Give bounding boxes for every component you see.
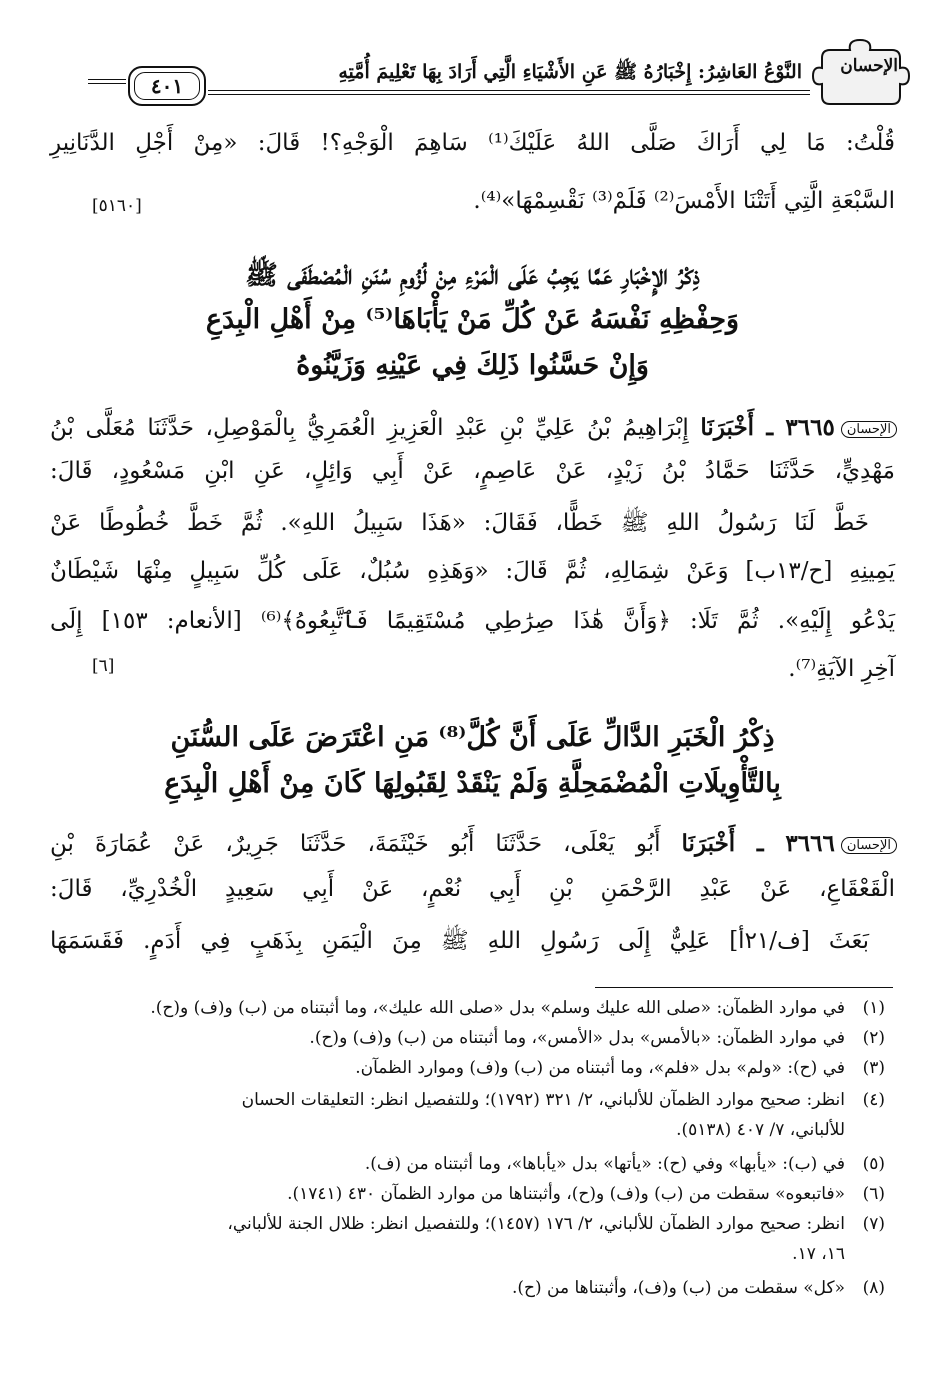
- hadith-text: إِبْرَاهِيمُ بْنُ عَلِيِّ بْنِ عَبْدِ الْعَزِيزِ الْعُمَرِيُّ بِالْمَوْصِلِ، حَدَّثَنَا مُعَلَّى بْنُ: [50, 415, 689, 441]
- page-number: ٤٠١: [134, 72, 200, 100]
- footnote-number: (٤): [862, 1090, 885, 1110]
- footnote-text: «كل» سقطت من (ب) و(ف)، وأثبتناها من (ح).: [511, 1278, 845, 1298]
- footnote: [54, 1090, 885, 1110]
- hadith-number: ٣٦٦٦ ـ أَخْبَرَنَا: [681, 830, 835, 857]
- hadith-line: [50, 830, 897, 857]
- header-section-label: الإحسان: [840, 56, 898, 76]
- footnote: [54, 1154, 885, 1174]
- hadith-line: يَدْعُو إِلَيْهِ». ثُمَّ تَلَا: ﴿وَأَنَّ هَٰذَا صِرَٰطِي مُسْتَقِيمًا فَٱتَّبِعُوهُ﴾⁽⁶⁾ [الأنعام: ١٥٣] إِلَى: [50, 608, 895, 634]
- footnote: [54, 1184, 885, 1204]
- chapter-title: ذِكْرُ الْخَبَرِ الدَّالِّ عَلَى أَنَّ كُلَّ⁽⁸⁾ مَنِ اعْتَرَضَ عَلَى السُّنَنِ: [170, 722, 775, 753]
- footnote-number: (٦): [862, 1184, 885, 1204]
- hadith-line: خَطَّ لَنَا رَسُولُ اللهِ ﷺ خَطًّا، فَقَالَ: «هَذَا سَبِيلُ اللهِ». ثُمَّ خَطَّ خُطُوطًا عَنْ: [50, 510, 869, 536]
- footnote-continuation: ١٦، ١٧.: [792, 1244, 845, 1264]
- footnote-number: (١): [862, 998, 885, 1018]
- body-line: قُلْتُ: مَا لِي أَرَاكَ صَلَّى اللهُ عَلَيْكَ⁽¹⁾ سَاهِمَ الْوَجْهِ؟! قَالَ: «مِنْ أَجْلِ الدَّنَانِيرِ: [50, 130, 895, 156]
- header-rule: [208, 90, 810, 91]
- hadith-text: أَبُو يَعْلَى، حَدَّثَنَا أَبُو خَيْثَمَةَ، حَدَّثَنَا جَرِيرٌ، عَنْ عُمَارَةَ بْنِ: [50, 831, 661, 857]
- header-rule-thin: [208, 94, 810, 95]
- footnote: [54, 1058, 885, 1078]
- footnote-text: في (ح): «ولم» بدل «فلم»، وما أثبتناه من (ب) و(ف) وموارد الظمآن.: [355, 1058, 845, 1078]
- footnote-number: (٢): [862, 1028, 885, 1048]
- footnote: [54, 1278, 885, 1298]
- hadith-line: [50, 414, 897, 441]
- footnote-rule: [595, 987, 893, 988]
- footnote: [54, 998, 885, 1018]
- hadith-line: يَمِينِهِ [ح/١٣ب] وَعَنْ شِمَالِهِ، ثُمَّ قَالَ: «وَهَذِهِ سُبُلٌ، عَلَى كُلِّ سَبِيلٍ مِنْهَا شَيْطَانٌ: [50, 558, 895, 584]
- header-title: النَّوْعُ العَاشِرُ: إِخْبَارُهُ ﷺ عَنِ الأَشْيَاءِ الَّتِي أَرَادَ بِهَا تَعْلِيمَ أُمَّتِهِ: [338, 61, 802, 83]
- chapter-title: بِالتَّأْوِيلَاتِ الْمُضْمَحِلَّةِ وَلَمْ يَنْقَدْ لِقَبُولِهَا كَانَ مِنْ أَهْلِ الْبِدَعِ: [164, 768, 781, 799]
- footnote-number: (٣): [862, 1058, 885, 1078]
- footnote-continuation: للألباني، ٧/ ٤٠٧ (٥١٣٨).: [676, 1120, 845, 1140]
- chapter-title: وَحِفْظِهِ نَفْسَهُ عَنْ كُلِّ مَنْ يَأْبَاهَا⁽⁵⁾ مِنْ أَهْلِ الْبِدَعِ: [205, 304, 740, 335]
- hadith-badge: الإحسان: [841, 837, 897, 854]
- hadith-reference: [٥١٦٠]: [92, 196, 142, 216]
- footnote-number: (٨): [862, 1278, 885, 1298]
- hadith-line: الْقَعْقَاعِ، عَنْ عَبْدِ الرَّحْمَنِ بْنِ أَبِي نُعْمٍ، عَنْ أَبِي سَعِيدٍ الْخُدْرِيِّ، قَالَ:: [50, 876, 895, 902]
- footnote-number: (٥): [862, 1154, 885, 1174]
- footnote-text: انظر: صحيح موارد الظمآن للألباني، ٢/ ٣٢١ (١٧٩٢)؛ وللتفصيل انظر: التعليقات الحسان: [241, 1090, 845, 1110]
- page-number-frame: [128, 66, 206, 106]
- footnote-text: «فاتبعوه» سقطت من (ب) و(ف) و(ح)، وأثبتناها من موارد الظمآن ٤٣٠ (١٧٤١).: [287, 1184, 845, 1204]
- footnote-text: في موارد الظمآن: «بالأمس» بدل «الأمس»، وما أثبتناه من (ب) و(ف) و(ح).: [309, 1028, 845, 1048]
- footnote-text: في (ب): «يأبها» وفي (ح): «يأتها» بدل «يأباها»، وما أثبتناه من (ف).: [364, 1154, 845, 1174]
- footnote-number: (٧): [862, 1214, 885, 1234]
- footnote: [54, 1214, 885, 1234]
- header-left-rules: [88, 79, 126, 87]
- footnote: [54, 1028, 885, 1048]
- running-header: [88, 38, 910, 108]
- footnote-text: انظر: صحيح موارد الظمآن للألباني، ٢/ ١٧٦ (١٤٥٧)؛ وللتفصيل انظر: ظلال الجنة للألباني،: [227, 1214, 845, 1234]
- hadith-reference: [٦]: [92, 656, 115, 676]
- chapter-title: وَإِنْ حَسَّنُوا ذَلِكَ فِي عَيْنِهِ وَزَيَّنُوهُ: [296, 350, 649, 381]
- hadith-line: آخِرِ الآيَةِ⁽⁷⁾.: [788, 656, 895, 682]
- hadith-badge: الإحسان: [841, 421, 897, 438]
- hadith-line: بَعَثَ [ف/٢١أ] عَلِيٌّ إِلَى رَسُولِ اللهِ ﷺ مِنَ الْيَمَنِ بِذَهَبٍ فِي أَدَمٍ. فَقَسَمَهَا: [50, 928, 869, 954]
- hadith-number: ٣٦٦٥ ـ أَخْبَرَنَا: [700, 414, 835, 441]
- chapter-title: ذِكْرُ الإِخْبَارِ عَمَّا يَجِبُ عَلَى الْمَرْءِ مِنْ لُزُومِ سُنَنِ الْمُصْطَفَى ﷺ: [245, 260, 700, 291]
- hadith-line: مَهْدِيٍّ، حَدَّثَنَا حَمَّادُ بْنُ زَيْدٍ، عَنْ عَاصِمٍ، عَنْ أَبِي وَائِلٍ، عَنِ ابْنِ مَسْعُودٍ، قَالَ:: [50, 458, 895, 484]
- footnote-text: في موارد الظمآن: «صلى الله عليك وسلم» بدل «صلى الله عليك»، وما أثبتناه من (ب) و(ف) و(ح).: [150, 998, 845, 1018]
- body-line: السَّبْعَةِ الَّتِي أَتَتْنَا الأَمْسَ⁽²⁾ فَلَمْ⁽³⁾ نَقْسِمْهَا»⁽⁴⁾.: [473, 188, 895, 214]
